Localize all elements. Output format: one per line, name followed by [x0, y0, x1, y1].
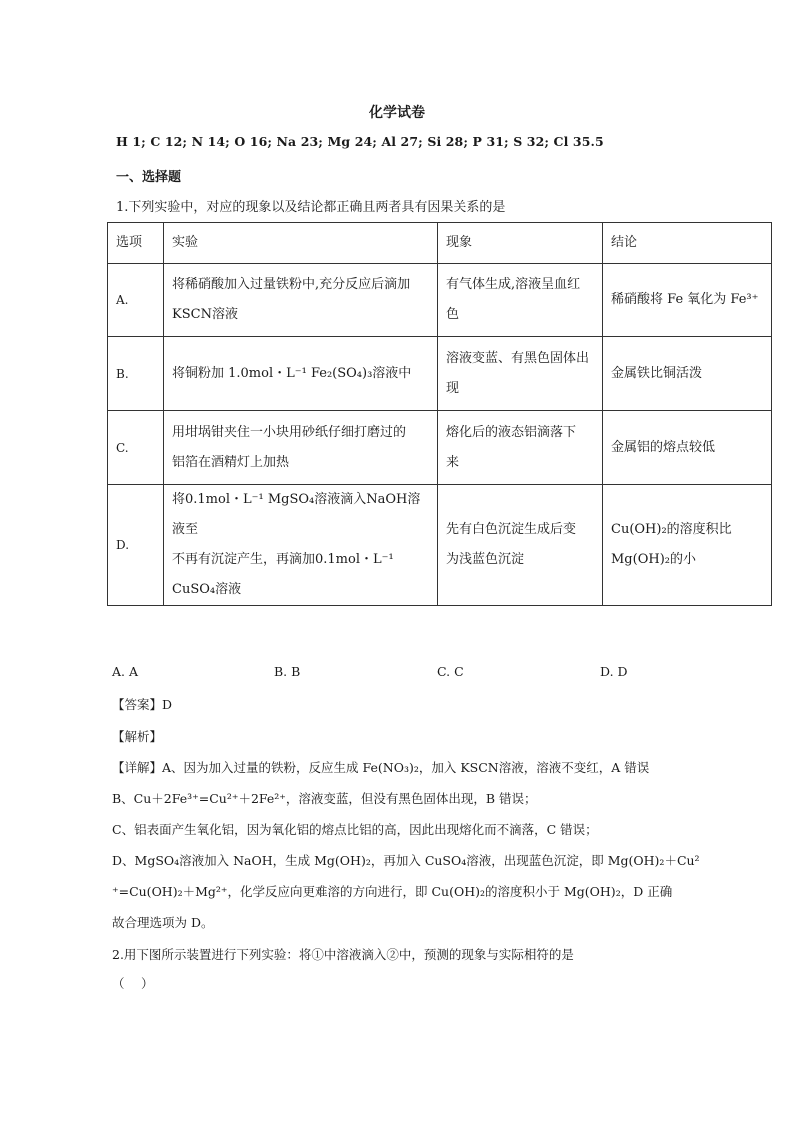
conclusion-line: 金属铝的熔点较低: [611, 439, 716, 455]
question-1-stem: 1.下列实验中，对应的现象以及结论都正确且两者具有因果关系的是: [116, 200, 506, 215]
phenomenon-line: 溶液变蓝、有黑色固体出: [446, 350, 590, 366]
experiment-line: 将0.1mol・L⁻¹ MgSO₄溶液滴入NaOH溶液至: [172, 492, 421, 537]
section-heading: 一、选择题: [116, 170, 182, 185]
detail-line: ⁺=Cu(OH)₂＋Mg²⁺，化学反应向更难溶的方向进行，即 Cu(OH)₂的溶度积小于 Mg(OH)₂，D 正确: [112, 884, 673, 899]
analysis-label: 【解析】: [112, 729, 163, 744]
experiment-line: 将铜粉加 1.0mol・L⁻¹ Fe₂(SO₄)₃溶液中: [172, 365, 412, 381]
experiment-line: 将稀硝酸加入过量铁粉中,充分反应后滴加: [172, 277, 411, 292]
choice-d: D. D: [600, 664, 628, 679]
question-2-stem: 2.用下图所示装置进行下列实验：将①中溶液滴入②中，预测的现象与实际相符的是: [112, 947, 574, 962]
conclusion-line: Mg(OH)₂的小: [611, 552, 696, 567]
option-label: A.: [108, 264, 164, 337]
phenomenon-cell: [438, 485, 603, 606]
conclusion-cell: [603, 337, 772, 411]
conclusion-line: 稀硝酸将 Fe 氧化为 Fe³⁺: [611, 292, 759, 307]
phenomenon-line: 熔化后的液态铝滴落下: [446, 424, 577, 440]
detail-line: 故合理选项为 D。: [112, 915, 214, 930]
phenomenon-cell: [438, 337, 603, 411]
phenomenon-line: 来: [446, 454, 460, 470]
header-conclusion: 结论: [603, 223, 772, 264]
table-header-row: [108, 223, 772, 264]
question-2-answer-blank: （ ）: [112, 976, 154, 991]
option-label: D.: [108, 485, 164, 606]
detail-line: C、铝表面产生氧化铝，因为氧化铝的熔点比铝的高，因此出现熔化而不滴落，C 错误；: [112, 822, 598, 837]
header-option: 选项: [108, 223, 164, 264]
phenomenon-line: 为浅蓝色沉淀: [446, 552, 525, 567]
choice-a: A. A: [112, 664, 139, 679]
conclusion-cell: [603, 485, 772, 606]
header-experiment: 实验: [164, 223, 438, 264]
answer-line: 【答案】D: [112, 697, 173, 712]
experiment-cell: [164, 485, 438, 606]
question-1-table: [107, 222, 772, 606]
option-label: B.: [108, 337, 164, 411]
choice-c: C. C: [437, 664, 464, 679]
phenomenon-line: 现: [446, 380, 460, 396]
conclusion-cell: [603, 411, 772, 485]
experiment-line: 用坩埚钳夹住一小块用砂纸仔细打磨过的: [172, 424, 407, 440]
experiment-line: 铝箔在酒精灯上加热: [172, 454, 290, 470]
phenomenon-line: 有气体生成,溶液呈血红: [446, 277, 581, 292]
table-row: [108, 411, 772, 485]
experiment-cell: [164, 411, 438, 485]
experiment-cell: [164, 337, 438, 411]
detail-line: D、MgSO₄溶液加入 NaOH，生成 Mg(OH)₂，再加入 CuSO₄溶液，出现蓝色沉淀，即 Mg(OH)₂＋Cu²: [112, 853, 700, 868]
choice-b: B. B: [274, 664, 301, 679]
conclusion-line: Cu(OH)₂的溶度积比: [611, 522, 732, 537]
conclusion-line: 金属铁比铜活泼: [611, 365, 703, 381]
table-row: [108, 264, 772, 337]
experiment-cell: [164, 264, 438, 337]
experiment-line: CuSO₄溶液: [172, 582, 242, 597]
atomic-masses-line: H 1; C 12; N 14; O 16; Na 23; Mg 24; Al 27; Si 28; P 31; S 32; Cl 35.5: [116, 134, 604, 149]
phenomenon-line: 色: [446, 307, 460, 322]
phenomenon-line: 先有白色沉淀生成后变: [446, 522, 577, 537]
exam-title: 化学试卷: [369, 105, 425, 121]
experiment-line: 不再有沉淀产生，再滴加0.1mol・L⁻¹: [172, 552, 394, 567]
table-row: [108, 337, 772, 411]
conclusion-cell: [603, 264, 772, 337]
detail-line: 【详解】A、因为加入过量的铁粉，反应生成 Fe(NO₃)₂，加入 KSCN溶液，溶液不变红，A 错误: [112, 760, 650, 775]
header-phenomenon: 现象: [438, 223, 603, 264]
phenomenon-cell: [438, 411, 603, 485]
phenomenon-cell: [438, 264, 603, 337]
table-row: [108, 485, 772, 606]
detail-line: B、Cu＋2Fe³⁺=Cu²⁺＋2Fe²⁺，溶液变蓝，但没有黑色固体出现，B 错误；: [112, 791, 537, 806]
option-label: C.: [108, 411, 164, 485]
experiment-line: KSCN溶液: [172, 307, 238, 322]
